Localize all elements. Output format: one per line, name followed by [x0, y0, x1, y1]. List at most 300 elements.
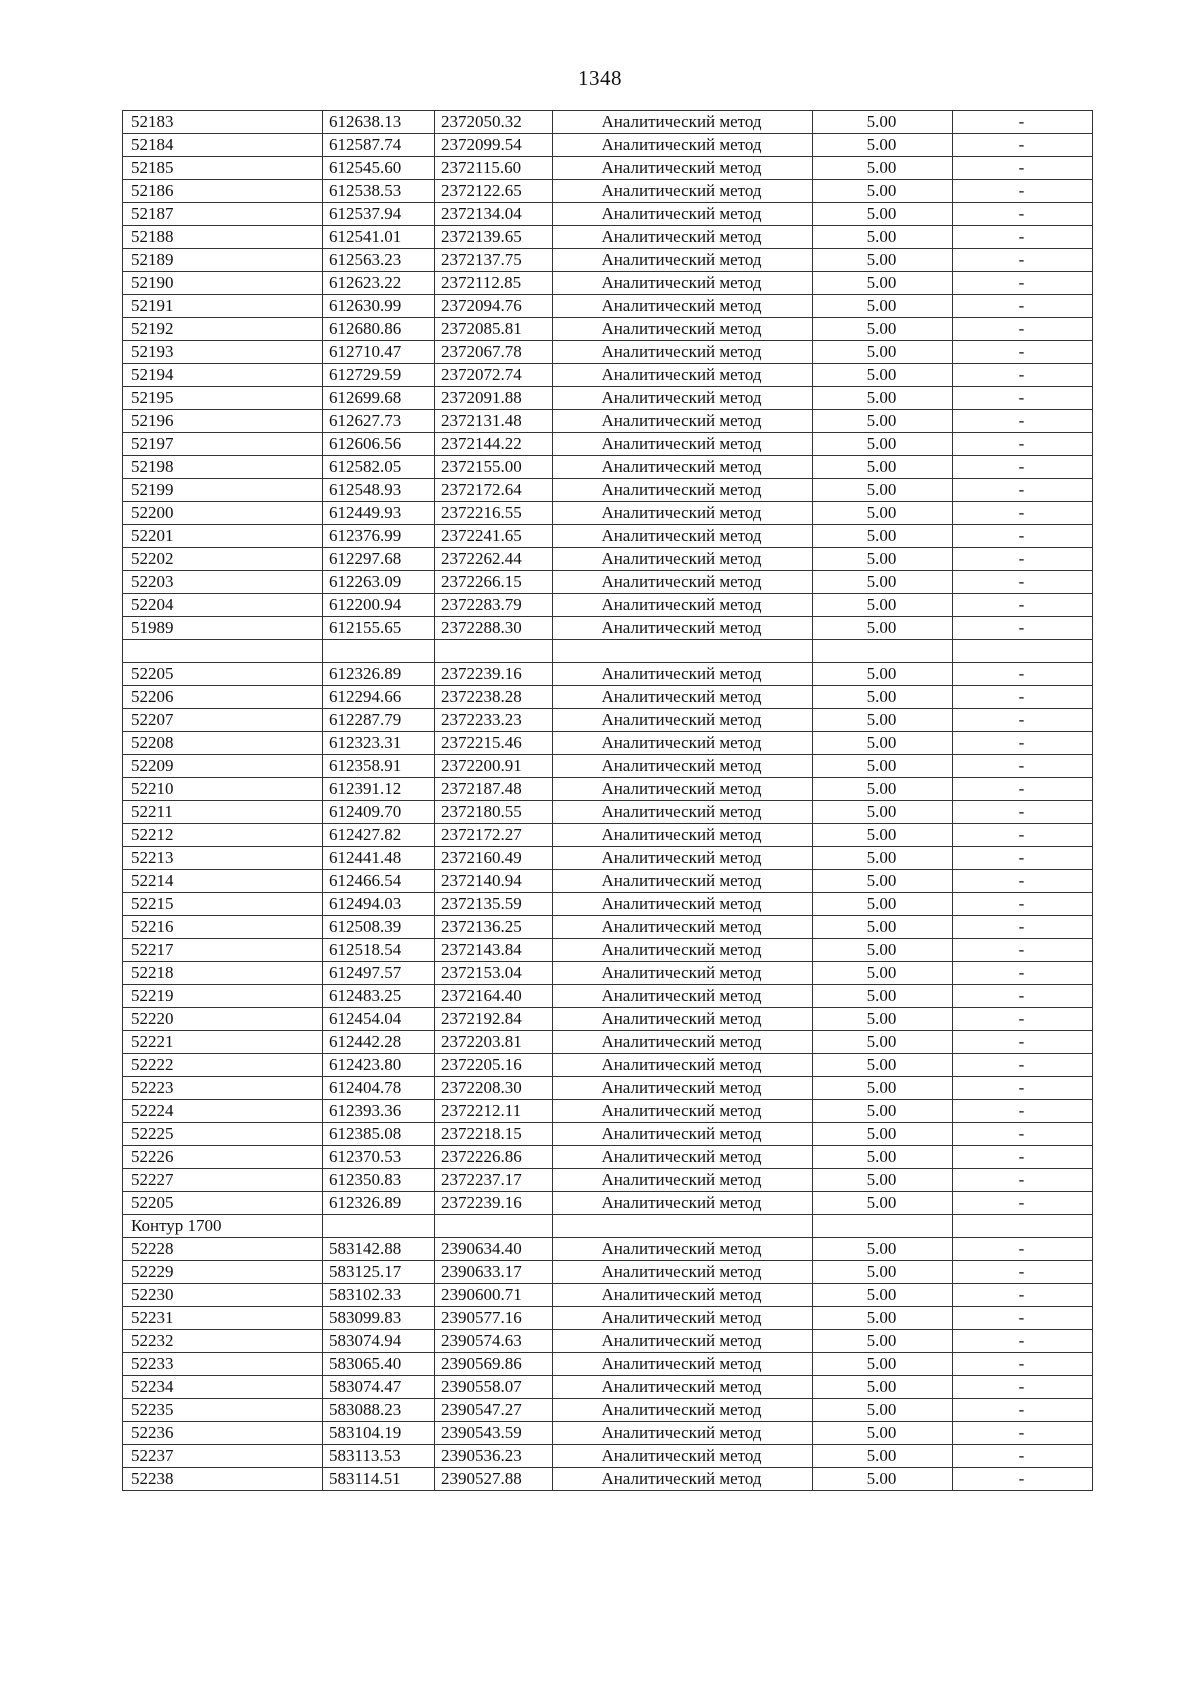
point-number-cell: 52185 — [123, 157, 323, 180]
table-row — [123, 709, 1093, 732]
x-coordinate-cell: 583088.23 — [323, 1399, 435, 1422]
point-number-cell: 52199 — [123, 479, 323, 502]
note-cell: - — [953, 364, 1093, 387]
method-cell: Аналитический метод — [553, 502, 813, 525]
point-number-cell: 52214 — [123, 870, 323, 893]
x-coordinate-cell: 583099.83 — [323, 1307, 435, 1330]
point-number-cell: 52224 — [123, 1100, 323, 1123]
x-coordinate-cell: 583104.19 — [323, 1422, 435, 1445]
accuracy-cell: 5.00 — [813, 341, 953, 364]
contour-header-row — [123, 1215, 1093, 1238]
y-coordinate-cell: 2372172.64 — [435, 479, 553, 502]
x-coordinate-cell: 612538.53 — [323, 180, 435, 203]
y-coordinate-cell: 2372153.04 — [435, 962, 553, 985]
x-coordinate-cell: 612563.23 — [323, 249, 435, 272]
accuracy-cell: 5.00 — [813, 893, 953, 916]
x-coordinate-cell: 583074.94 — [323, 1330, 435, 1353]
x-coordinate-cell: 612630.99 — [323, 295, 435, 318]
table-row — [123, 1077, 1093, 1100]
y-coordinate-cell: 2390600.71 — [435, 1284, 553, 1307]
point-number-cell: 52205 — [123, 1192, 323, 1215]
x-coordinate-cell: 612391.12 — [323, 778, 435, 801]
point-number-cell: 52195 — [123, 387, 323, 410]
method-cell: Аналитический метод — [553, 686, 813, 709]
method-cell: Аналитический метод — [553, 157, 813, 180]
method-cell: Аналитический метод — [553, 272, 813, 295]
accuracy-cell: 5.00 — [813, 180, 953, 203]
table-row — [123, 801, 1093, 824]
method-cell: Аналитический метод — [553, 824, 813, 847]
point-number-cell: 52184 — [123, 134, 323, 157]
table-row — [123, 364, 1093, 387]
y-coordinate-cell: 2372200.91 — [435, 755, 553, 778]
note-cell: - — [953, 893, 1093, 916]
method-cell: Аналитический метод — [553, 1192, 813, 1215]
table-row — [123, 456, 1093, 479]
y-coordinate-cell: 2372208.30 — [435, 1077, 553, 1100]
empty-cell — [953, 640, 1093, 663]
x-coordinate-cell: 612427.82 — [323, 824, 435, 847]
note-cell: - — [953, 410, 1093, 433]
y-coordinate-cell: 2372144.22 — [435, 433, 553, 456]
empty-cell — [435, 1215, 553, 1238]
note-cell: - — [953, 939, 1093, 962]
note-cell: - — [953, 801, 1093, 824]
method-cell: Аналитический метод — [553, 318, 813, 341]
x-coordinate-cell: 612326.89 — [323, 663, 435, 686]
x-coordinate-cell: 612442.28 — [323, 1031, 435, 1054]
accuracy-cell: 5.00 — [813, 318, 953, 341]
note-cell: - — [953, 870, 1093, 893]
accuracy-cell: 5.00 — [813, 249, 953, 272]
method-cell: Аналитический метод — [553, 985, 813, 1008]
point-number-cell: 52211 — [123, 801, 323, 824]
accuracy-cell: 5.00 — [813, 1468, 953, 1491]
note-cell: - — [953, 1054, 1093, 1077]
point-number-cell: 52210 — [123, 778, 323, 801]
x-coordinate-cell: 612548.93 — [323, 479, 435, 502]
x-coordinate-cell: 612508.39 — [323, 916, 435, 939]
point-number-cell: 52207 — [123, 709, 323, 732]
note-cell: - — [953, 1284, 1093, 1307]
y-coordinate-cell: 2390633.17 — [435, 1261, 553, 1284]
method-cell: Аналитический метод — [553, 525, 813, 548]
point-number-cell: 52218 — [123, 962, 323, 985]
note-cell: - — [953, 226, 1093, 249]
y-coordinate-cell: 2372155.00 — [435, 456, 553, 479]
note-cell: - — [953, 180, 1093, 203]
point-number-cell: 52233 — [123, 1353, 323, 1376]
point-number-cell: 52197 — [123, 433, 323, 456]
method-cell: Аналитический метод — [553, 801, 813, 824]
x-coordinate-cell: 612497.57 — [323, 962, 435, 985]
method-cell: Аналитический метод — [553, 203, 813, 226]
y-coordinate-cell: 2372216.55 — [435, 502, 553, 525]
point-number-cell: 52225 — [123, 1123, 323, 1146]
method-cell: Аналитический метод — [553, 111, 813, 134]
method-cell: Аналитический метод — [553, 1422, 813, 1445]
point-number-cell: 52213 — [123, 847, 323, 870]
x-coordinate-cell: 612294.66 — [323, 686, 435, 709]
y-coordinate-cell: 2390527.88 — [435, 1468, 553, 1491]
table-row — [123, 1399, 1093, 1422]
y-coordinate-cell: 2372212.11 — [435, 1100, 553, 1123]
y-coordinate-cell: 2372237.17 — [435, 1169, 553, 1192]
accuracy-cell: 5.00 — [813, 1261, 953, 1284]
accuracy-cell: 5.00 — [813, 1100, 953, 1123]
table-row — [123, 272, 1093, 295]
note-cell: - — [953, 686, 1093, 709]
x-coordinate-cell: 612699.68 — [323, 387, 435, 410]
accuracy-cell: 5.00 — [813, 985, 953, 1008]
note-cell: - — [953, 203, 1093, 226]
note-cell: - — [953, 571, 1093, 594]
note-cell: - — [953, 272, 1093, 295]
y-coordinate-cell: 2372067.78 — [435, 341, 553, 364]
x-coordinate-cell: 583113.53 — [323, 1445, 435, 1468]
accuracy-cell: 5.00 — [813, 1353, 953, 1376]
x-coordinate-cell: 612376.99 — [323, 525, 435, 548]
y-coordinate-cell: 2390558.07 — [435, 1376, 553, 1399]
y-coordinate-cell: 2372115.60 — [435, 157, 553, 180]
y-coordinate-cell: 2372099.54 — [435, 134, 553, 157]
method-cell: Аналитический метод — [553, 709, 813, 732]
y-coordinate-cell: 2372288.30 — [435, 617, 553, 640]
table-row — [123, 157, 1093, 180]
method-cell: Аналитический метод — [553, 364, 813, 387]
x-coordinate-cell: 612638.13 — [323, 111, 435, 134]
accuracy-cell: 5.00 — [813, 1422, 953, 1445]
accuracy-cell: 5.00 — [813, 1054, 953, 1077]
y-coordinate-cell: 2372122.65 — [435, 180, 553, 203]
x-coordinate-cell: 612358.91 — [323, 755, 435, 778]
y-coordinate-cell: 2390536.23 — [435, 1445, 553, 1468]
point-number-cell: 52198 — [123, 456, 323, 479]
point-number-cell: 52216 — [123, 916, 323, 939]
x-coordinate-cell: 612155.65 — [323, 617, 435, 640]
table-row — [123, 479, 1093, 502]
accuracy-cell: 5.00 — [813, 824, 953, 847]
empty-cell — [123, 640, 323, 663]
x-coordinate-cell: 612393.36 — [323, 1100, 435, 1123]
table-row — [123, 939, 1093, 962]
note-cell: - — [953, 1238, 1093, 1261]
y-coordinate-cell: 2372226.86 — [435, 1146, 553, 1169]
point-number-cell: 52196 — [123, 410, 323, 433]
note-cell: - — [953, 1031, 1093, 1054]
y-coordinate-cell: 2372137.75 — [435, 249, 553, 272]
point-number-cell: 52191 — [123, 295, 323, 318]
accuracy-cell: 5.00 — [813, 962, 953, 985]
y-coordinate-cell: 2390634.40 — [435, 1238, 553, 1261]
point-number-cell: 52193 — [123, 341, 323, 364]
table-row — [123, 1192, 1093, 1215]
x-coordinate-cell: 612409.70 — [323, 801, 435, 824]
point-number-cell: 52205 — [123, 663, 323, 686]
method-cell: Аналитический метод — [553, 778, 813, 801]
table-row — [123, 1445, 1093, 1468]
y-coordinate-cell: 2390574.63 — [435, 1330, 553, 1353]
x-coordinate-cell: 612350.83 — [323, 1169, 435, 1192]
y-coordinate-cell: 2372239.16 — [435, 1192, 553, 1215]
table-row — [123, 1031, 1093, 1054]
note-cell: - — [953, 594, 1093, 617]
table-row — [123, 962, 1093, 985]
y-coordinate-cell: 2372283.79 — [435, 594, 553, 617]
table-row — [123, 1100, 1093, 1123]
point-number-cell: 52201 — [123, 525, 323, 548]
point-number-cell: 52212 — [123, 824, 323, 847]
note-cell: - — [953, 1399, 1093, 1422]
point-number-cell: 52189 — [123, 249, 323, 272]
note-cell: - — [953, 111, 1093, 134]
note-cell: - — [953, 1100, 1093, 1123]
method-cell: Аналитический метод — [553, 663, 813, 686]
note-cell: - — [953, 433, 1093, 456]
table-row — [123, 525, 1093, 548]
accuracy-cell: 5.00 — [813, 387, 953, 410]
point-number-cell: 52220 — [123, 1008, 323, 1031]
x-coordinate-cell: 583065.40 — [323, 1353, 435, 1376]
table-row — [123, 410, 1093, 433]
y-coordinate-cell: 2372266.15 — [435, 571, 553, 594]
x-coordinate-cell: 612466.54 — [323, 870, 435, 893]
method-cell: Аналитический метод — [553, 1054, 813, 1077]
y-coordinate-cell: 2372233.23 — [435, 709, 553, 732]
x-coordinate-cell: 612627.73 — [323, 410, 435, 433]
y-coordinate-cell: 2372143.84 — [435, 939, 553, 962]
x-coordinate-cell: 612623.22 — [323, 272, 435, 295]
table-row — [123, 893, 1093, 916]
x-coordinate-cell: 612200.94 — [323, 594, 435, 617]
method-cell: Аналитический метод — [553, 732, 813, 755]
note-cell: - — [953, 755, 1093, 778]
table-row — [123, 387, 1093, 410]
table-row — [123, 1376, 1093, 1399]
x-coordinate-cell: 612483.25 — [323, 985, 435, 1008]
table-row — [123, 1238, 1093, 1261]
accuracy-cell: 5.00 — [813, 778, 953, 801]
y-coordinate-cell: 2372203.81 — [435, 1031, 553, 1054]
table-row — [123, 502, 1093, 525]
note-cell: - — [953, 1376, 1093, 1399]
point-number-cell: 51989 — [123, 617, 323, 640]
table-row — [123, 686, 1093, 709]
x-coordinate-cell: 612404.78 — [323, 1077, 435, 1100]
y-coordinate-cell: 2372172.27 — [435, 824, 553, 847]
x-coordinate-cell: 612582.05 — [323, 456, 435, 479]
x-coordinate-cell: 612287.79 — [323, 709, 435, 732]
method-cell: Аналитический метод — [553, 1376, 813, 1399]
table-row — [123, 732, 1093, 755]
point-number-cell: 52194 — [123, 364, 323, 387]
point-number-cell: 52221 — [123, 1031, 323, 1054]
y-coordinate-cell: 2372139.65 — [435, 226, 553, 249]
y-coordinate-cell: 2372131.48 — [435, 410, 553, 433]
y-coordinate-cell: 2372262.44 — [435, 548, 553, 571]
table-row — [123, 870, 1093, 893]
point-number-cell: 52227 — [123, 1169, 323, 1192]
accuracy-cell: 5.00 — [813, 1077, 953, 1100]
point-number-cell: 52228 — [123, 1238, 323, 1261]
empty-cell — [813, 640, 953, 663]
empty-cell — [953, 1215, 1093, 1238]
accuracy-cell: 5.00 — [813, 1169, 953, 1192]
accuracy-cell: 5.00 — [813, 1445, 953, 1468]
y-coordinate-cell: 2390547.27 — [435, 1399, 553, 1422]
y-coordinate-cell: 2372135.59 — [435, 893, 553, 916]
point-number-cell: 52209 — [123, 755, 323, 778]
method-cell: Аналитический метод — [553, 1284, 813, 1307]
x-coordinate-cell: 612263.09 — [323, 571, 435, 594]
accuracy-cell: 5.00 — [813, 571, 953, 594]
table-row — [123, 203, 1093, 226]
note-cell: - — [953, 1077, 1093, 1100]
y-coordinate-cell: 2372094.76 — [435, 295, 553, 318]
point-number-cell: 52238 — [123, 1468, 323, 1491]
method-cell: Аналитический метод — [553, 1031, 813, 1054]
accuracy-cell: 5.00 — [813, 433, 953, 456]
point-number-cell: 52183 — [123, 111, 323, 134]
y-coordinate-cell: 2372192.84 — [435, 1008, 553, 1031]
x-coordinate-cell: 583125.17 — [323, 1261, 435, 1284]
method-cell: Аналитический метод — [553, 1261, 813, 1284]
x-coordinate-cell: 612385.08 — [323, 1123, 435, 1146]
method-cell: Аналитический метод — [553, 962, 813, 985]
point-number-cell: 52203 — [123, 571, 323, 594]
point-number-cell: 52236 — [123, 1422, 323, 1445]
accuracy-cell: 5.00 — [813, 939, 953, 962]
table-row — [123, 341, 1093, 364]
accuracy-cell: 5.00 — [813, 157, 953, 180]
method-cell: Аналитический метод — [553, 134, 813, 157]
method-cell: Аналитический метод — [553, 548, 813, 571]
x-coordinate-cell: 612710.47 — [323, 341, 435, 364]
accuracy-cell: 5.00 — [813, 801, 953, 824]
point-number-cell: 52235 — [123, 1399, 323, 1422]
accuracy-cell: 5.00 — [813, 364, 953, 387]
x-coordinate-cell: 612441.48 — [323, 847, 435, 870]
note-cell: - — [953, 847, 1093, 870]
point-number-cell: 52204 — [123, 594, 323, 617]
table-row — [123, 778, 1093, 801]
x-coordinate-cell: 612680.86 — [323, 318, 435, 341]
note-cell: - — [953, 1330, 1093, 1353]
y-coordinate-cell: 2372239.16 — [435, 663, 553, 686]
table-row — [123, 226, 1093, 249]
point-number-cell: 52187 — [123, 203, 323, 226]
method-cell: Аналитический метод — [553, 226, 813, 249]
x-coordinate-cell: 612541.01 — [323, 226, 435, 249]
method-cell: Аналитический метод — [553, 1238, 813, 1261]
method-cell: Аналитический метод — [553, 1353, 813, 1376]
y-coordinate-cell: 2372215.46 — [435, 732, 553, 755]
method-cell: Аналитический метод — [553, 1445, 813, 1468]
y-coordinate-cell: 2372218.15 — [435, 1123, 553, 1146]
point-number-cell: 52202 — [123, 548, 323, 571]
y-coordinate-cell: 2372050.32 — [435, 111, 553, 134]
accuracy-cell: 5.00 — [813, 663, 953, 686]
method-cell: Аналитический метод — [553, 1008, 813, 1031]
accuracy-cell: 5.00 — [813, 410, 953, 433]
point-number-cell: 52200 — [123, 502, 323, 525]
blank-row — [123, 640, 1093, 663]
note-cell: - — [953, 1307, 1093, 1330]
point-number-cell: 52234 — [123, 1376, 323, 1399]
y-coordinate-cell: 2372205.16 — [435, 1054, 553, 1077]
x-coordinate-cell: 612606.56 — [323, 433, 435, 456]
y-coordinate-cell: 2372072.74 — [435, 364, 553, 387]
table-row — [123, 295, 1093, 318]
accuracy-cell: 5.00 — [813, 272, 953, 295]
method-cell: Аналитический метод — [553, 1100, 813, 1123]
y-coordinate-cell: 2372160.49 — [435, 847, 553, 870]
x-coordinate-cell: 612323.31 — [323, 732, 435, 755]
method-cell: Аналитический метод — [553, 1330, 813, 1353]
accuracy-cell: 5.00 — [813, 1008, 953, 1031]
x-coordinate-cell: 612297.68 — [323, 548, 435, 571]
x-coordinate-cell: 612423.80 — [323, 1054, 435, 1077]
note-cell: - — [953, 778, 1093, 801]
method-cell: Аналитический метод — [553, 1169, 813, 1192]
accuracy-cell: 5.00 — [813, 755, 953, 778]
x-coordinate-cell: 612587.74 — [323, 134, 435, 157]
x-coordinate-cell: 612370.53 — [323, 1146, 435, 1169]
accuracy-cell: 5.00 — [813, 732, 953, 755]
point-number-cell: 52230 — [123, 1284, 323, 1307]
accuracy-cell: 5.00 — [813, 1307, 953, 1330]
accuracy-cell: 5.00 — [813, 1330, 953, 1353]
note-cell: - — [953, 1123, 1093, 1146]
accuracy-cell: 5.00 — [813, 226, 953, 249]
table-row — [123, 1146, 1093, 1169]
table-row — [123, 1169, 1093, 1192]
y-coordinate-cell: 2372238.28 — [435, 686, 553, 709]
method-cell: Аналитический метод — [553, 1468, 813, 1491]
note-cell: - — [953, 341, 1093, 364]
method-cell: Аналитический метод — [553, 916, 813, 939]
note-cell: - — [953, 456, 1093, 479]
note-cell: - — [953, 134, 1093, 157]
note-cell: - — [953, 502, 1093, 525]
accuracy-cell: 5.00 — [813, 479, 953, 502]
y-coordinate-cell: 2372136.25 — [435, 916, 553, 939]
x-coordinate-cell: 583074.47 — [323, 1376, 435, 1399]
point-number-cell: 52222 — [123, 1054, 323, 1077]
note-cell: - — [953, 295, 1093, 318]
accuracy-cell: 5.00 — [813, 1399, 953, 1422]
note-cell: - — [953, 249, 1093, 272]
method-cell: Аналитический метод — [553, 1307, 813, 1330]
point-number-cell: 52219 — [123, 985, 323, 1008]
empty-cell — [323, 640, 435, 663]
accuracy-cell: 5.00 — [813, 1192, 953, 1215]
empty-cell — [553, 640, 813, 663]
note-cell: - — [953, 1169, 1093, 1192]
page-number: 1348 — [578, 66, 622, 90]
method-cell: Аналитический метод — [553, 456, 813, 479]
method-cell: Аналитический метод — [553, 1123, 813, 1146]
note-cell: - — [953, 1353, 1093, 1376]
table-row — [123, 1261, 1093, 1284]
note-cell: - — [953, 709, 1093, 732]
point-number-cell: 52188 — [123, 226, 323, 249]
accuracy-cell: 5.00 — [813, 1031, 953, 1054]
point-number-cell: 52229 — [123, 1261, 323, 1284]
point-number-cell: 52231 — [123, 1307, 323, 1330]
x-coordinate-cell: 612449.93 — [323, 502, 435, 525]
y-coordinate-cell: 2372112.85 — [435, 272, 553, 295]
